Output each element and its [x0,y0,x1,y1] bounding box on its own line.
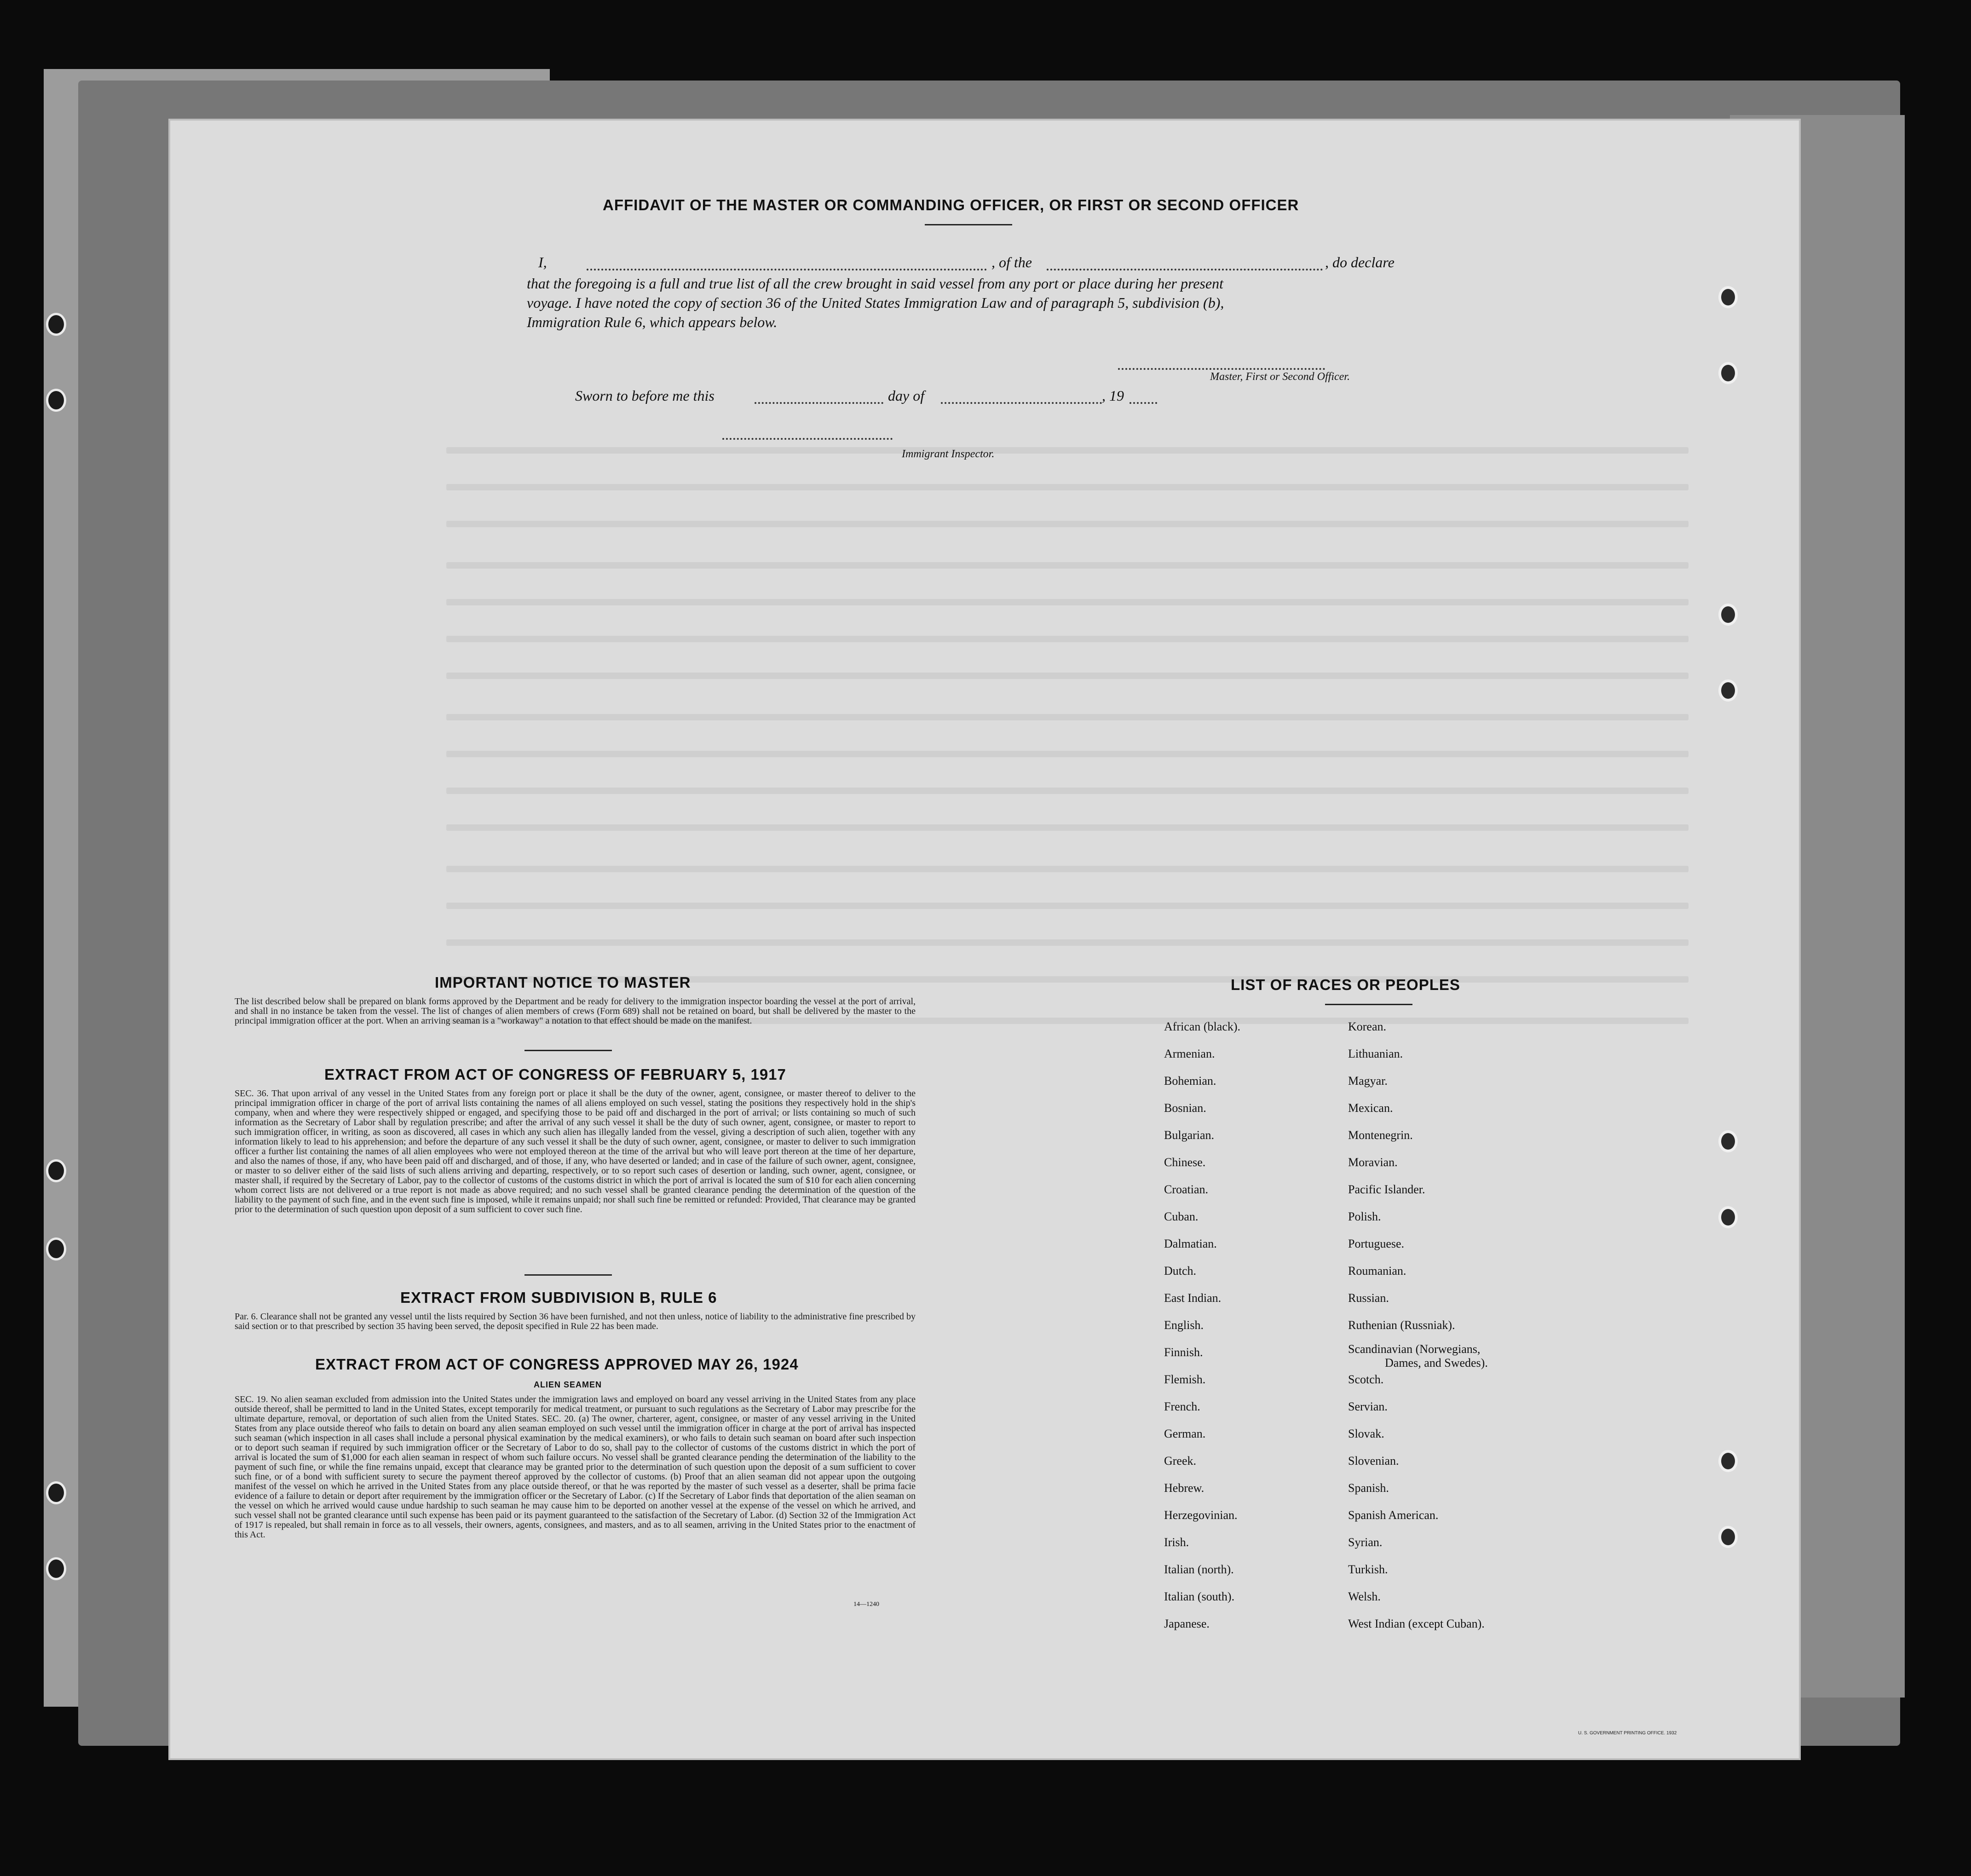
race-item: Servian. [1348,1400,1388,1413]
race-item: Russian. [1348,1291,1389,1305]
notice-title: IMPORTANT NOTICE TO MASTER [435,974,691,991]
sworn-month-blank[interactable] [941,402,1102,404]
race-item: Herzegovinian. [1164,1508,1238,1522]
extract-1924-title: EXTRACT FROM ACT OF CONGRESS APPROVED MAY 26, 1924 [315,1356,799,1373]
extract-1924-subtitle: ALIEN SEAMEN [534,1380,602,1389]
race-item: Hebrew. [1164,1481,1204,1495]
race-item: Flemish. [1164,1373,1206,1386]
race-item: Bosnian. [1164,1101,1206,1115]
race-item: Spanish. [1348,1481,1389,1495]
binder-hole [46,1159,66,1182]
year-label: , 19 [1102,387,1124,404]
race-item: Lithuanian. [1348,1047,1403,1060]
race-item: Greek. [1164,1454,1197,1467]
race-item: Bulgarian. [1164,1128,1215,1142]
race-item: Welsh. [1348,1590,1381,1603]
binder-hole [1718,362,1738,384]
race-item: Syrian. [1348,1536,1383,1549]
divider [1325,1004,1412,1005]
race-item: Pacific Islander. [1348,1183,1425,1196]
race-item: Dames, and Swedes). [1385,1356,1488,1370]
race-item: German. [1164,1427,1206,1440]
binder-hole [1718,1130,1738,1152]
affidavit-i: I, [538,254,547,270]
races-title: LIST OF RACES OR PEOPLES [1231,976,1460,993]
race-item: Croatian. [1164,1183,1209,1196]
race-item: Armenian. [1164,1047,1215,1060]
divider [925,224,1012,225]
binder-hole [1718,1206,1738,1228]
race-item: Cuban. [1164,1210,1199,1223]
race-item: Scotch. [1348,1373,1384,1386]
race-item: Finnish. [1164,1346,1203,1359]
race-item: Slovenian. [1348,1454,1399,1467]
race-item: Italian (north). [1164,1563,1234,1576]
race-item: Korean. [1348,1020,1387,1033]
binder-hole [46,1557,66,1580]
sworn-day-blank[interactable] [755,402,883,404]
binder-hole [46,1481,66,1504]
race-item: Dalmatian. [1164,1237,1217,1250]
binder-hole [46,389,66,412]
sworn-year-blank[interactable] [1130,402,1157,404]
extract-1917-body: SEC. 36. That upon arrival of any vessel in the United States from any foreign port or place it shall be the duty of the owner, agent, consignee, or master thereof to deliver to the principal immigration officer in charge of the port of arrival lists containing the names of all aliens employed on such vessel, stating the positions they respectively hold in the ship's company, when and where they were respectively shipped or engaged, and specifying those to be paid off and discharged in the port of arrival; or lists containing so much of such information as the Secretary of Labor shall by regulation prescribe; and after the arrival of any such vessel it shall be the duty of such owner, agent, consignee, or master to report to such immigration officer, in writing, as soon as discovered, all cases in which any such alien has illegally landed from the vessel, giving a description of such alien, together with any information likely to lead to his apprehension; and before the departure of any such vessel it shall be the duty of such owner, agent, consignee, or master to deliver to such immigration officer a further list containing the names of all alien employees who were not employed thereon at the time of the arrival but who will leave port thereon at the time of her departure, and also the names of those, if any, who have been paid off and discharged, and of those, if any, who have deserted or landed; and in case of the failure of such owner, agent, consignee, or master to so deliver either of the said lists of such aliens arriving and departing, respectively, or to so report such cases of desertion or landing, such owner, agent, consignee, or master shall, if required by the Secretary of Labor, pay to the collector of customs of the customs district in which the port of arrival is located the sum of $10 for each alien concerning whom correct lists are not delivered or a true report is not made as above required; and no such vessel shall be granted clearance pending the determination of the question of the liability to the payment of such fine, and in the event such fine is imposed, while it remains unpaid; nor shall such fine be remitted or refunded: Provided, That clearance may be granted prior to the determination of such question upon deposit of a sum sufficient to cover such fine. [235,1088,916,1214]
affidavit-title: AFFIDAVIT OF THE MASTER OR COMMANDING OFFICER, OR FIRST OR SECOND OFFICER [603,196,1299,213]
race-item: French. [1164,1400,1200,1413]
rule6-title: EXTRACT FROM SUBDIVISION B, RULE 6 [400,1289,717,1306]
master-signature-label: Master, First or Second Officer. [1210,371,1350,383]
document-page [170,121,1799,1758]
race-item: Scandinavian (Norwegians, [1348,1342,1481,1356]
inspector-signature-blank[interactable] [722,438,893,440]
form-number: 14—1240 [853,1601,879,1608]
inspector-label: Immigrant Inspector. [902,448,995,460]
sworn-label: Sworn to before me this [575,387,715,404]
race-item: Moravian. [1348,1156,1398,1169]
name-blank[interactable] [587,269,987,270]
binder-hole [46,1237,66,1260]
race-item: Ruthenian (Russniak). [1348,1318,1455,1332]
affidavit-declare: , do declare [1325,254,1395,270]
divider [524,1274,612,1276]
race-item: Portuguese. [1348,1237,1405,1250]
race-item: Montenegrin. [1348,1128,1413,1142]
race-item: Irish. [1164,1536,1189,1549]
race-item: Spanish American. [1348,1508,1439,1522]
binder-hole [1718,679,1738,702]
race-item: Mexican. [1348,1101,1393,1115]
race-item: Slovak. [1348,1427,1384,1440]
master-signature-blank[interactable] [1118,368,1325,370]
affidavit-line-3: voyage. I have noted the copy of section 36 of the United States Immigration Law and of paragraph 5, subdivision (b), [527,294,1224,311]
printer-imprint: U. S. GOVERNMENT PRINTING OFFICE. 1932 [1578,1731,1677,1736]
race-item: Chinese. [1164,1156,1206,1169]
notice-body: The list described below shall be prepared on blank forms approved by the Department and be ready for delivery to the immigration inspector boarding the vessel at the port of arrival, and shall in no instance be taken from the vessel. The list of changes of alien members of crews (Form 689) shall not be retained on board, but shall be delivered by the master to the principal immigration officer at the port. When an arriving seaman is a "workaway" a notation to that effect should be made on the manifest. [235,996,916,1026]
affidavit-line-2: that the foregoing is a full and true list of all the crew brought in said vessel from any port or place during her present [527,275,1223,292]
binder-hole [1718,1450,1738,1472]
affidavit-line-4: Immigration Rule 6, which appears below. [527,314,778,330]
extract-1917-title: EXTRACT FROM ACT OF CONGRESS OF FEBRUARY 5, 1917 [324,1066,786,1083]
race-item: Polish. [1348,1210,1381,1223]
extract-1924-body: SEC. 19. No alien seaman excluded from admission into the United States under the immigration laws and employed on board any vessel arriving in the United States from any place outside thereof, shall be permitted to land in the United States, except temporarily for medical treatment, or pursuant to such regulations as the Secretary of Labor may prescribe for the ultimate departure, removal, or deportation of such alien from the United States. SEC. 20. (a) The owner, charterer, agent, consignee, or master of any vessel arriving in the United States from any place outside thereof who fails to detain on board any alien seaman employed on such vessel until the immigration officer in charge at the port of arrival has inspected such seaman (which inspection in all cases shall include a personal physical examination by the medical examiners), or who fails to detain such seaman on board after such inspection or to deport such seaman if required by such immigration officer or the Secretary of Labor to do so, shall pay to the collector of customs of the customs district in which the port of arrival is located the sum of $1,000 for each alien seaman in respect of whom such failure occurs. No vessel shall be granted clearance pending the determination of the liability to the payment of such fine, or while the fine remains unpaid, except that clearance may be granted prior to the determination of such question upon the deposit of a sum sufficient to cover such fine, or of a bond with sufficient surety to secure the payment thereof approved by the collector of customs. (b) Proof that an alien seaman did not appear upon the outgoing manifest of the vessel on which he arrived in the United States from any place outside thereof, or that he was reported by the master of such vessel as a deserter, shall be prima facie evidence of a failure to detain or deport after requirement by the immigration officer or the Secretary of Labor. (c) If the Secretary of Labor finds that deportation of the alien seaman on the vessel on which he arrived would cause undue hardship to such seaman he may cause him to be deported on another vessel at the expense of the vessel on which he arrived, and such vessel shall not be granted clearance until such expense has been paid or its payment guaranteed to the satisfaction of the Secretary of Labor. (d) Section 32 of the Immigration Act of 1917 is repealed, but shall remain in force as to all vessels, their owners, agents, consignees, and masters, and as to all seamen, arriving in the United States prior to the enactment of this Act. [235,1394,916,1540]
race-item: Dutch. [1164,1264,1197,1278]
race-item: West Indian (except Cuban). [1348,1617,1485,1630]
divider [524,1050,612,1051]
race-item: African (black). [1164,1020,1241,1033]
binder-hole [1718,1526,1738,1548]
race-item: Turkish. [1348,1563,1388,1576]
race-item: Italian (south). [1164,1590,1235,1603]
vessel-blank[interactable] [1047,269,1323,270]
binder-hole [1718,604,1738,626]
race-item: English. [1164,1318,1204,1332]
binder-hole [1718,286,1738,308]
race-item: East Indian. [1164,1291,1222,1305]
race-item: Magyar. [1348,1074,1388,1088]
race-item: Japanese. [1164,1617,1210,1630]
affidavit-of-the: , of the [991,254,1032,270]
race-item: Bohemian. [1164,1074,1216,1088]
rule6-body: Par. 6. Clearance shall not be granted any vessel until the lists required by Section 36 have been furnished, and not then unless, notice of liability to the administrative fine prescribed by said section or to that prescribed by section 35 having been served, the deposit specified in Rule 22 has been made. [235,1312,916,1331]
race-item: Roumanian. [1348,1264,1406,1278]
day-of-label: day of [888,387,925,404]
binder-hole [46,313,66,336]
